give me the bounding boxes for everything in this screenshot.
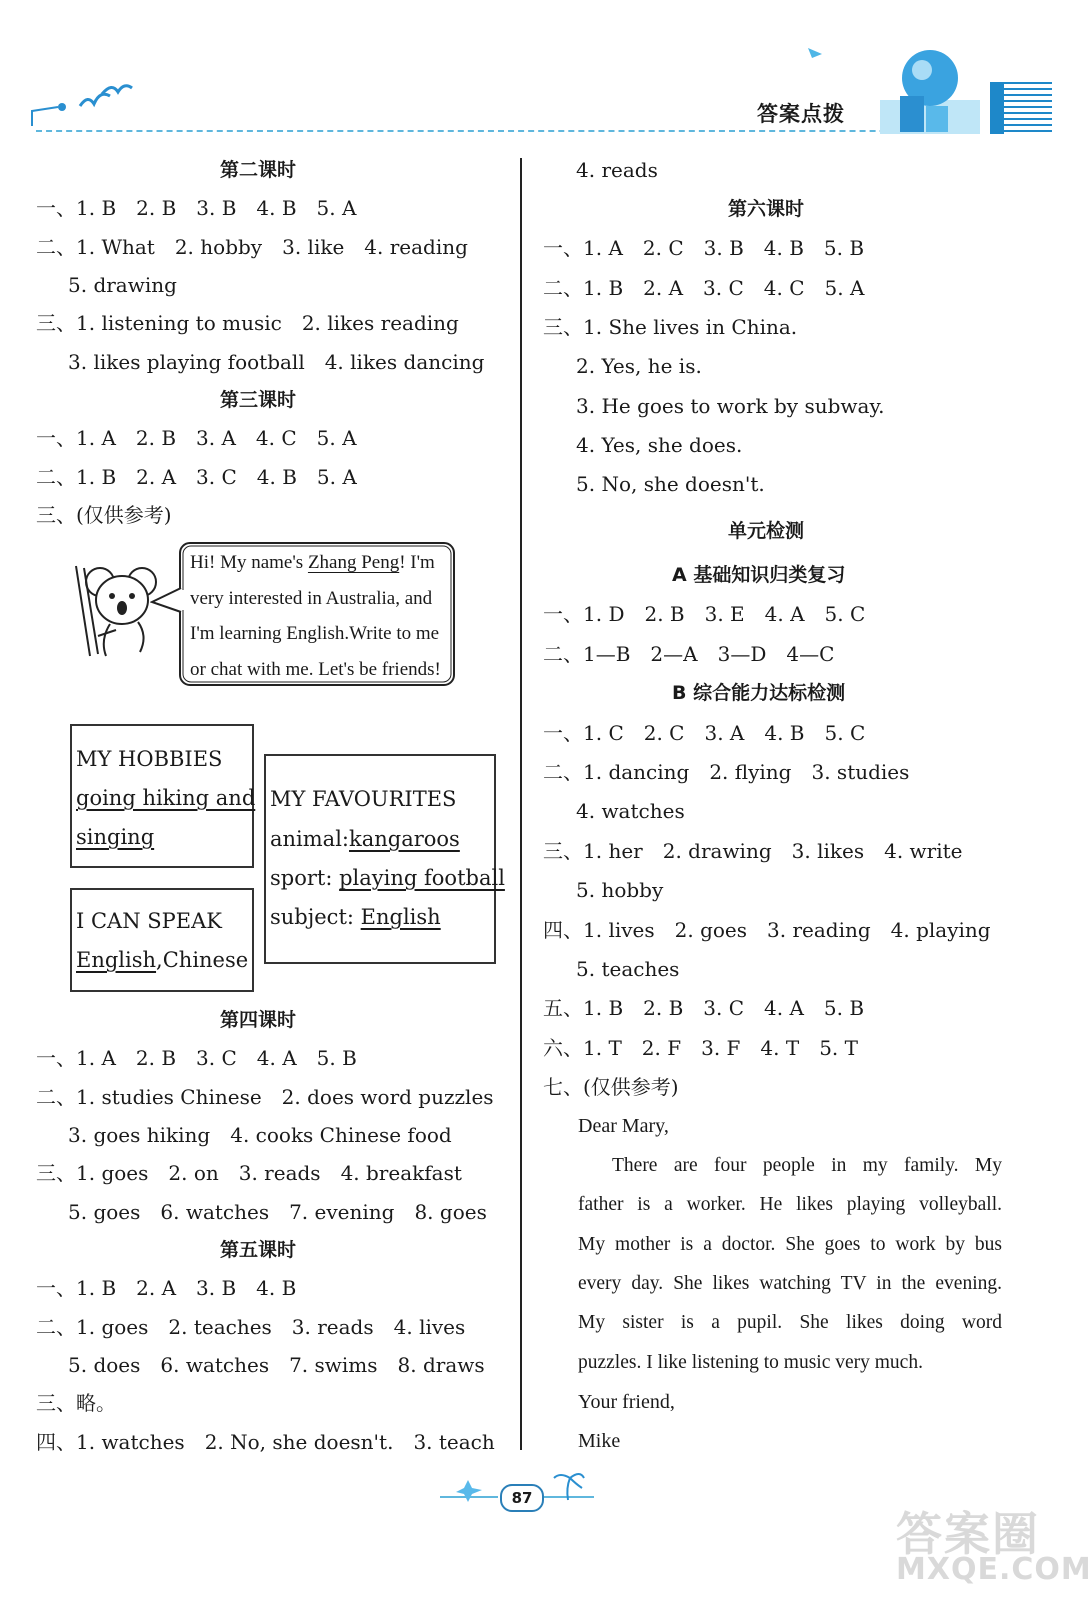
answer-line: 一、1. A 2. B 3. C 4. A 5. B xyxy=(36,1046,357,1070)
letter-line: father is a worker. He likes playing volleyball. xyxy=(578,1194,1002,1215)
speech-line-3: I'm learning English.Write to me xyxy=(190,623,440,644)
favourite-label: animal: xyxy=(270,827,349,851)
answer-line: 五、1. B 2. B 3. C 4. A 5. B xyxy=(543,996,865,1020)
answer-line: 3. He goes to work by subway. xyxy=(576,394,885,418)
answer-line: 三、(仅供参考) xyxy=(36,503,172,527)
answer-line: 三、1. listening to music 2. likes reading xyxy=(36,311,459,335)
answer-line: 一、1. A 2. C 3. B 4. B 5. B xyxy=(543,236,865,260)
answer-line: 2. Yes, he is. xyxy=(576,354,702,378)
hobbies-value: going hiking and xyxy=(76,786,256,810)
speak-value xyxy=(76,947,248,973)
answer-line: 六、1. T 2. F 3. F 4. T 5. T xyxy=(543,1036,858,1060)
letter-greeting: Dear Mary, xyxy=(578,1115,669,1137)
speech-line-1 xyxy=(190,551,435,575)
answer-line: 3. likes playing football 4. likes dancing xyxy=(68,350,485,374)
column-divider xyxy=(520,158,522,1450)
speech-text: ! I'm xyxy=(399,552,435,573)
favourite-label: sport: xyxy=(270,866,333,890)
seagull-icon xyxy=(30,76,140,136)
answer-line: 二、1. What 2. hobby 3. like 4. reading xyxy=(36,235,468,259)
speech-line-4: or chat with me. Let's be friends! xyxy=(190,659,441,680)
answer-line: 二、1—B 2—A 3—D 4—C xyxy=(543,642,835,666)
answer-line: 5. teaches xyxy=(576,957,680,981)
speak-box xyxy=(70,888,254,992)
answer-line: 二、1. dancing 2. flying 3. studies xyxy=(543,760,910,784)
favourite-subject xyxy=(270,904,441,930)
speech-name: Zhang Peng xyxy=(307,552,400,573)
hobbies-title: MY HOBBIES xyxy=(76,747,223,771)
answer-line: 二、1. B 2. A 3. C 4. C 5. A xyxy=(543,276,865,300)
answer-line: 四、1. lives 2. goes 3. reading 4. playing xyxy=(543,918,991,942)
speak-language: ,Chinese xyxy=(156,948,249,972)
answer-line: 一、1. B 2. A 3. B 4. B xyxy=(36,1276,297,1300)
answer-line: 三、1. her 2. drawing 3. likes 4. write xyxy=(543,839,963,863)
favourite-label: subject: xyxy=(270,905,354,929)
favourites-box xyxy=(264,754,505,964)
speak-title: I CAN SPEAK xyxy=(76,909,222,933)
speech-text: Hi! My name's xyxy=(190,552,308,573)
watermark-logo: 答案圈 xyxy=(896,1507,1040,1561)
letter-line: My mother is a doctor. She goes to work by bus xyxy=(578,1234,1002,1255)
letter-line: My sister is a pupil. She likes doing word xyxy=(578,1312,1002,1333)
answer-line: 三、1. She lives in China. xyxy=(543,315,798,339)
subsection-title: A 基础知识归类复习 xyxy=(672,564,846,586)
favourite-value: English xyxy=(360,905,441,929)
letter-text: There are four people in my family. My xyxy=(612,1155,1002,1176)
favourite-value: playing football xyxy=(339,866,505,890)
favourite-value: kangaroos xyxy=(349,827,460,851)
section-title: 第四课时 xyxy=(220,1009,297,1031)
section-title: 第五课时 xyxy=(220,1239,297,1261)
subsection-title: B 综合能力达标检测 xyxy=(672,682,846,704)
answer-line: 三、略。 xyxy=(36,1391,116,1415)
answer-line: 三、1. goes 2. on 3. reads 4. breakfast xyxy=(36,1161,462,1185)
answer-line: 一、1. C 2. C 3. A 4. B 5. C xyxy=(543,721,866,745)
letter-line xyxy=(578,1154,1002,1178)
hobbies-box xyxy=(70,724,254,868)
answer-line: 一、1. D 2. B 3. E 4. A 5. C xyxy=(543,602,866,626)
answer-line: 一、1. A 2. B 3. A 4. C 5. A xyxy=(36,426,357,450)
answer-line: 5. goes 6. watches 7. evening 8. goes xyxy=(68,1200,487,1224)
answer-line: 二、1. studies Chinese 2. does word puzzles xyxy=(36,1085,494,1109)
answer-line: 4. reads xyxy=(576,158,658,182)
section-title: 第六课时 xyxy=(728,198,805,220)
watermark-url: MXQE.COM xyxy=(896,1552,1092,1587)
section-title: 第二课时 xyxy=(220,159,297,181)
section-title: 第三课时 xyxy=(220,389,297,411)
hobbies-value: singing xyxy=(76,825,155,849)
answer-line: 一、1. B 2. B 3. B 4. B 5. A xyxy=(36,196,357,220)
section-title: 单元检测 xyxy=(728,520,805,542)
palm-icon xyxy=(552,1470,586,1502)
letter-line: puzzles. I like listening to music very much. xyxy=(578,1352,923,1373)
header-title: 答案点拨 xyxy=(757,102,845,126)
favourite-animal xyxy=(270,826,460,852)
answer-line: 二、1. goes 2. teaches 3. reads 4. lives xyxy=(36,1315,466,1339)
header-stripes-bar xyxy=(990,82,1004,134)
page-number: 87 xyxy=(500,1484,544,1512)
favourite-sport xyxy=(270,865,505,891)
answer-line: 4. watches xyxy=(576,799,685,823)
answer-line: 3. goes hiking 4. cooks Chinese food xyxy=(68,1123,452,1147)
answer-line: 七、(仅供参考) xyxy=(543,1075,679,1099)
answer-line: 5. does 6. watches 7. swims 8. draws xyxy=(68,1353,485,1377)
star-icon xyxy=(452,1478,488,1504)
answer-line: 四、1. watches 2. No, she doesn't. 3. teach xyxy=(36,1430,495,1454)
favourites-title: MY FAVOURITES xyxy=(270,787,457,811)
speech-line-2: very interested in Australia, and xyxy=(190,588,433,609)
letter-signature: Mike xyxy=(578,1430,621,1452)
answer-line: 5. hobby xyxy=(576,878,664,902)
answer-line: 5. No, she doesn't. xyxy=(576,472,765,496)
speak-language: English xyxy=(76,948,157,972)
answer-line: 二、1. B 2. A 3. C 4. B 5. A xyxy=(36,465,357,489)
letter-line: every day. She likes watching TV in the evening. xyxy=(578,1273,1002,1294)
letter-closing: Your friend, xyxy=(578,1391,675,1413)
globe-icon xyxy=(800,36,990,136)
answer-line: 4. Yes, she does. xyxy=(576,433,743,457)
answer-line: 5. drawing xyxy=(68,273,177,297)
